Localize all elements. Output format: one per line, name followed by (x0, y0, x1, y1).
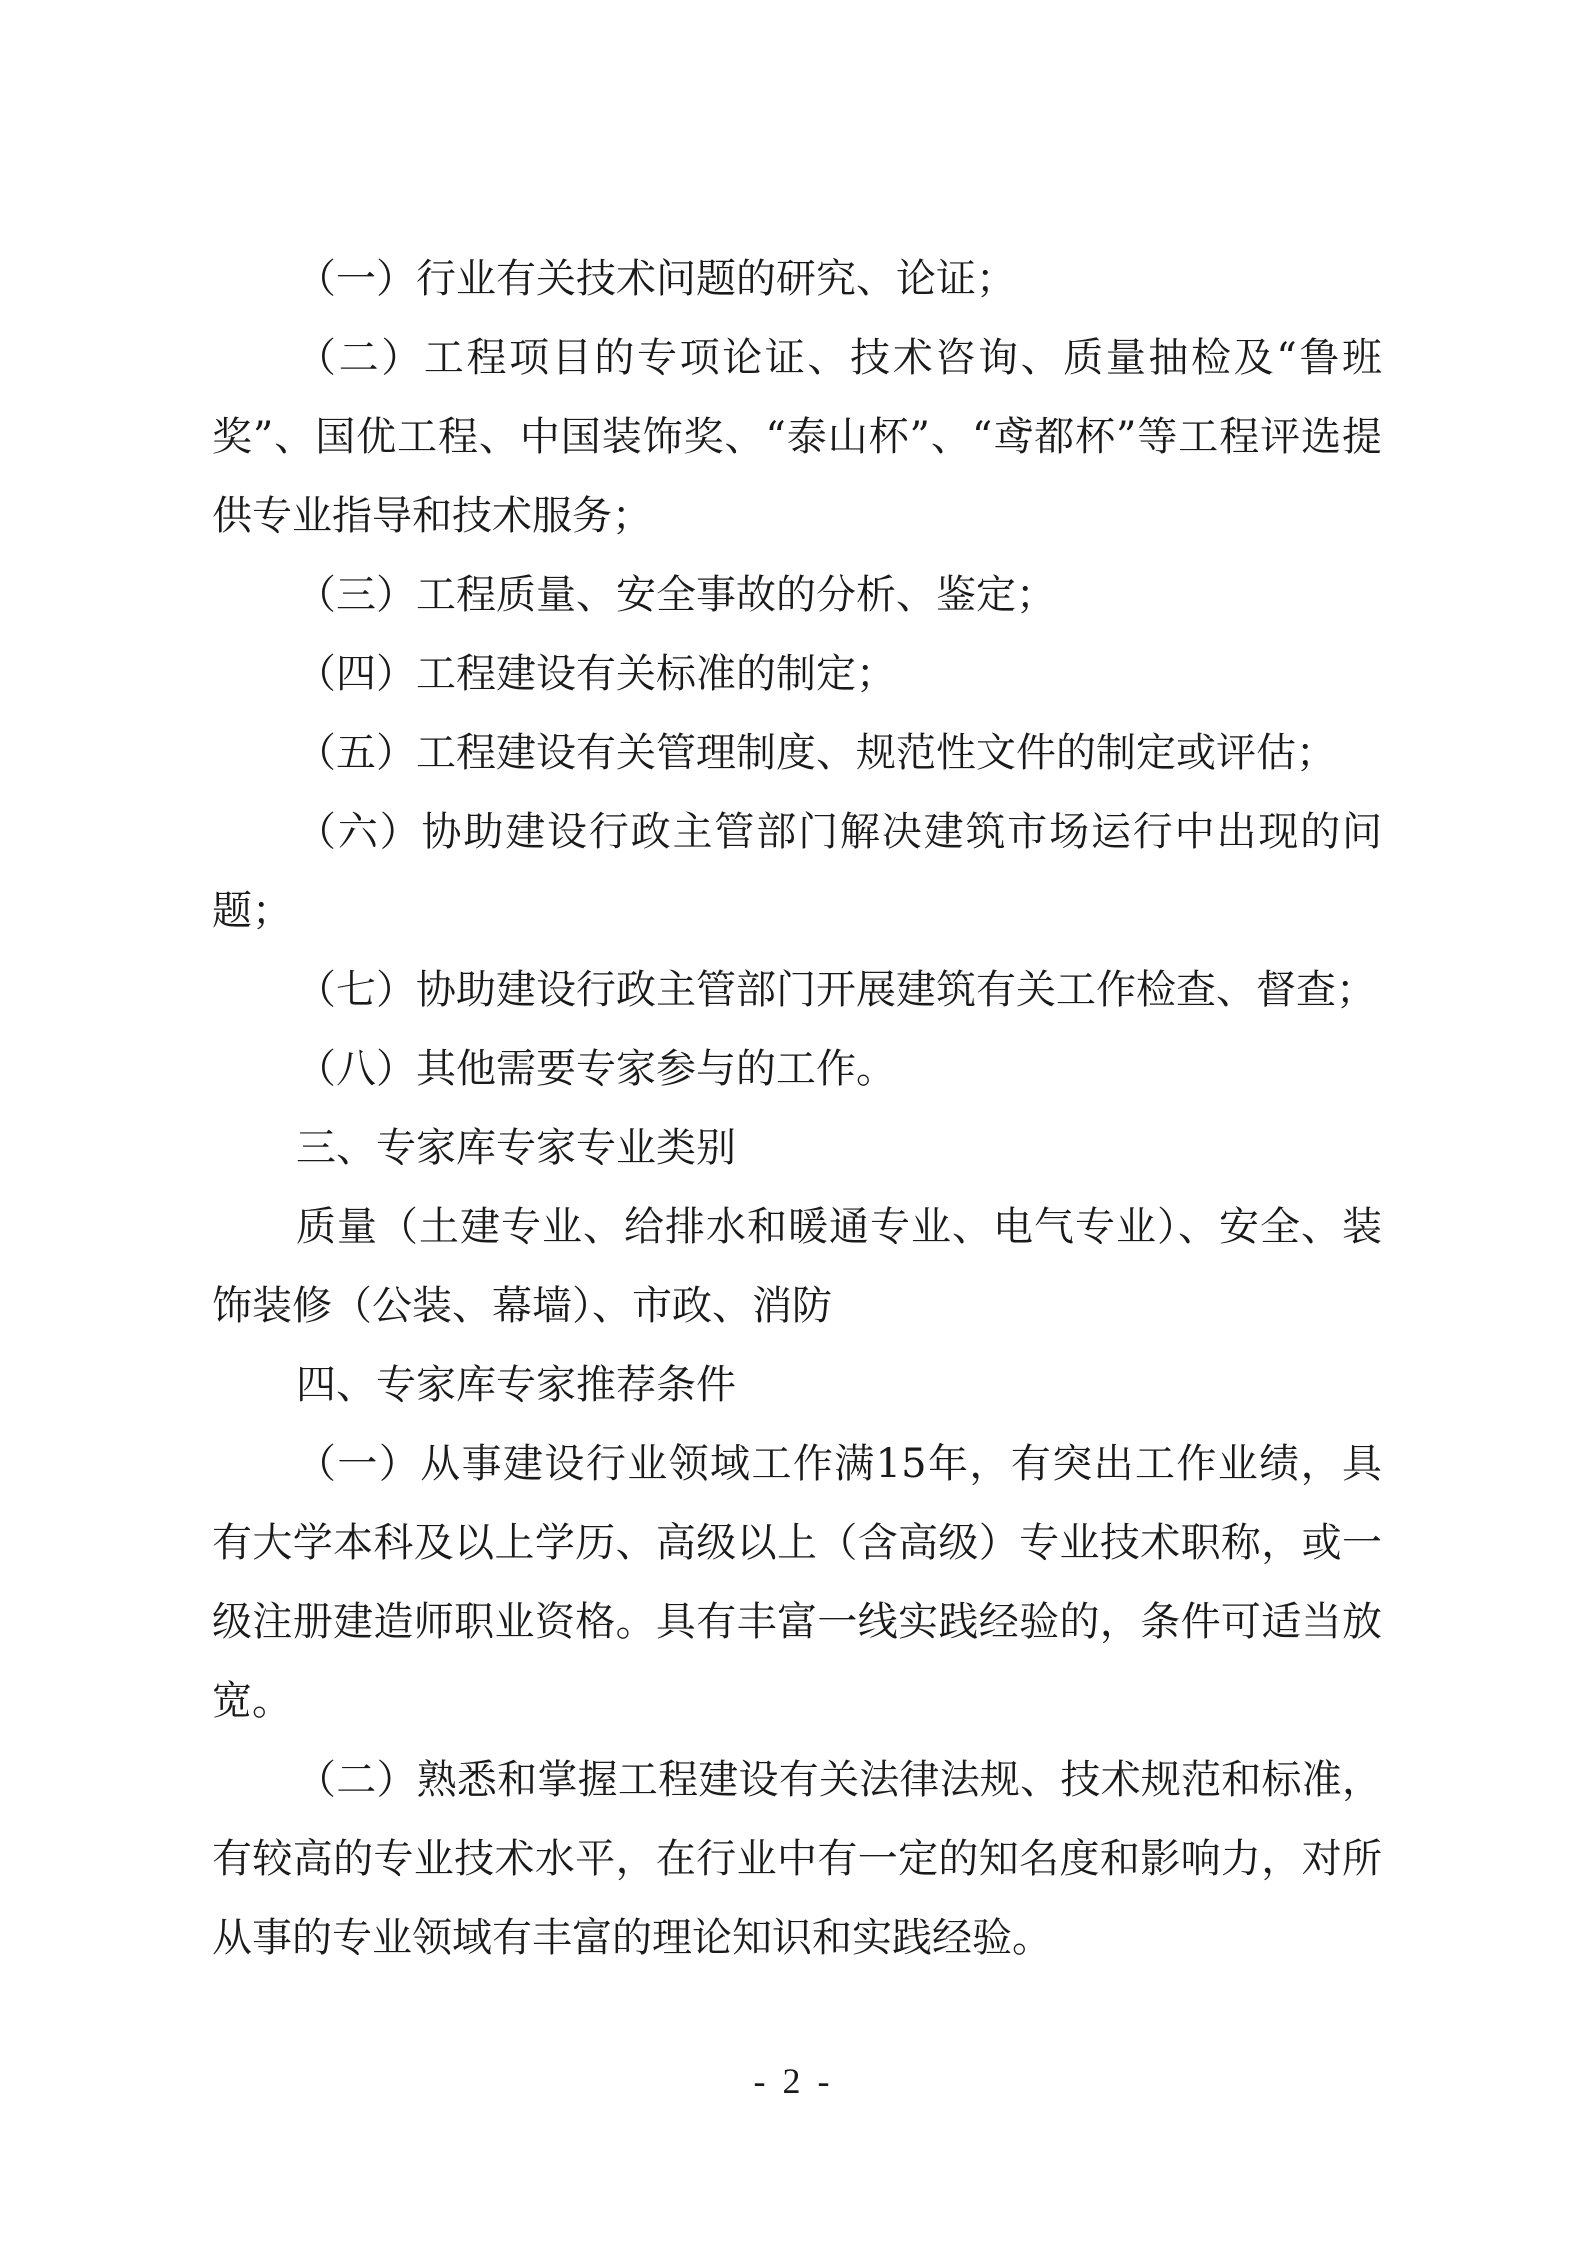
paragraph-condition-2: （二）熟悉和掌握工程建设有关法律法规、技术规范和标准，有较高的专业技术水平，在行业中有一定的知名度和影响力，对所从事的专业领域有丰富的理论知识和实践经验。 (212, 1757, 1382, 1961)
paragraph-categories: 质量（土建专业、给排水和暖通专业、电气专业）、安全、装饰装修（公装、幕墙）、市政、消防 (212, 1204, 1382, 1329)
paragraph-item-6: （六）协助建设行政主管部门解决建筑市场运行中出现的问题； (212, 809, 1382, 934)
section-heading-categories: 三、专家库专家专业类别 (296, 1125, 736, 1171)
document-body (212, 240, 1382, 1978)
paragraph-item-4: （四）工程建设有关标准的制定； (296, 651, 896, 697)
section-heading-conditions: 四、专家库专家推荐条件 (296, 1362, 736, 1408)
paragraph-item-3: （三）工程质量、安全事故的分析、鉴定； (296, 572, 1056, 618)
paragraph-item-5: （五）工程建设有关管理制度、规范性文件的制定或评估； (296, 730, 1336, 776)
paragraph-condition-1: （一）从事建设行业领域工作满15年，有突出工作业绩，具有大学本科及以上学历、高级以上（含高级）专业技术职称，或一级注册建造师职业资格。具有丰富一线实践经验的，条件可适当放宽。 (212, 1441, 1382, 1724)
paragraph-item-7: （七）协助建设行政主管部门开展建筑有关工作检查、督查； (296, 967, 1376, 1013)
paragraph-item-1: （一）行业有关技术问题的研究、论证； (296, 256, 1016, 302)
page-number: - 2 - (753, 2061, 834, 2101)
paragraph-item-2: （二）工程项目的专项论证、技术咨询、质量抽检及“鲁班奖”、国优工程、中国装饰奖、“泰山杯”、“鸢都杯”等工程评选提供专业指导和技术服务； (212, 335, 1382, 539)
paragraph-item-8: （八）其他需要专家参与的工作。 (296, 1046, 896, 1092)
